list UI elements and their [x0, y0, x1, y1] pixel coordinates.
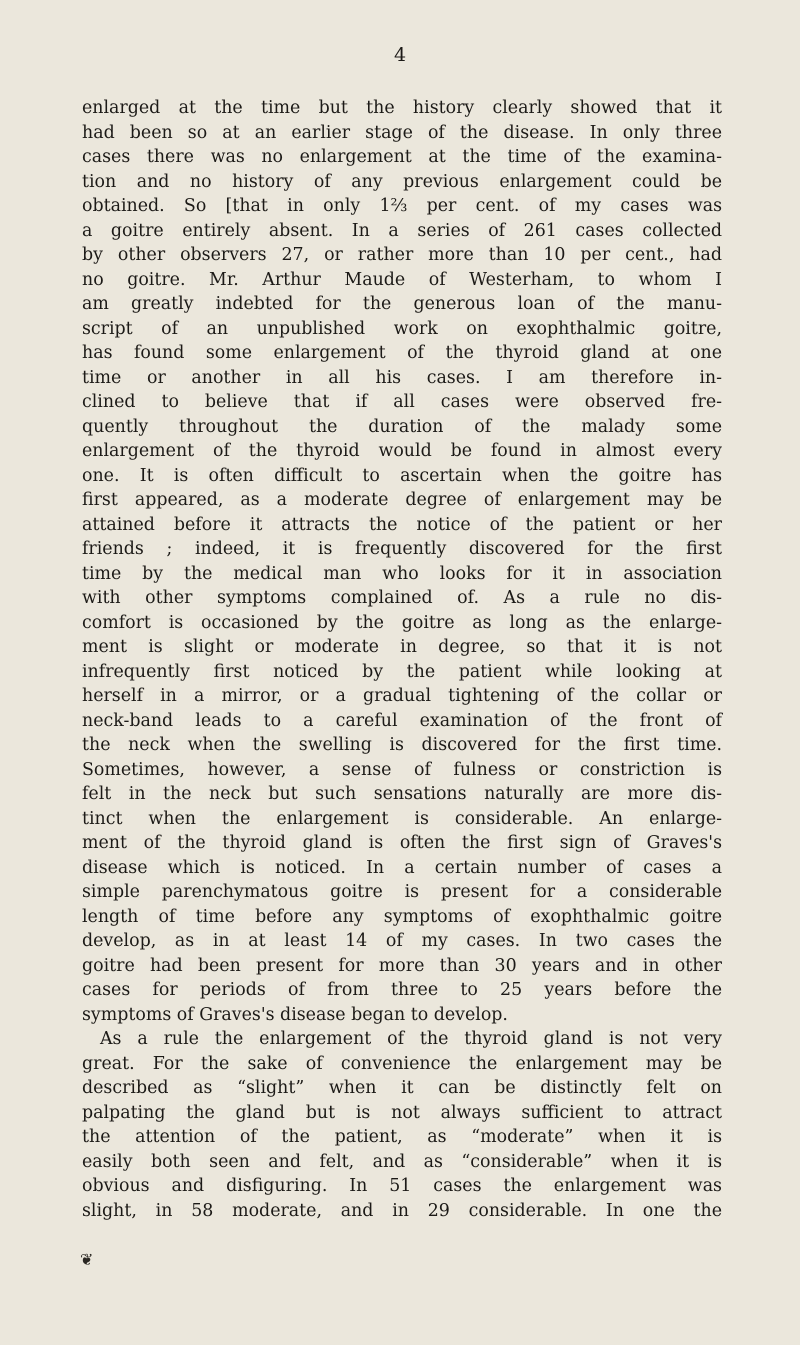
text-line: quently throughout the duration of the malady some: [82, 416, 722, 437]
text-line: palpating the gland but is not always sufficient to attract: [82, 1102, 722, 1123]
body-text: [82, 96, 722, 1223]
text-line: has found some enlargement of the thyroid gland at one: [82, 343, 722, 363]
text-line: felt in the neck but such sensations naturally are more dis-: [82, 784, 722, 804]
text-line: ment of the thyroid gland is often the first sign of Graves's: [82, 833, 722, 853]
text-line: cases there was no enlargement at the time of the examina-: [82, 147, 722, 167]
text-line: goitre had been present for more than 30 years and in other: [82, 955, 722, 976]
text-line: symptoms of Graves's disease began to develop.: [82, 1004, 508, 1025]
text-line: slight, in 58 moderate, and in 29 considerable. In one the: [82, 1200, 722, 1221]
text-line: a goitre entirely absent. In a series of 261 cases collected: [82, 220, 722, 241]
text-line: disease which is noticed. In a certain number of cases a: [82, 857, 722, 878]
text-line: enlarged at the time but the history clearly showed that it: [82, 98, 722, 118]
text-line: simple parenchymatous goitre is present for a considerable: [82, 882, 722, 902]
text-line: enlargement of the thyroid would be found in almost every: [82, 441, 722, 461]
page-number: 4: [393, 44, 407, 66]
text-line: friends ; indeed, it is frequently discovered for the first: [82, 539, 722, 559]
text-line: herself in a mirror, or a gradual tightening of the collar or: [82, 686, 722, 706]
text-line: no goitre. Mr. Arthur Maude of Westerham, to whom I: [82, 269, 722, 290]
text-line: obvious and disfiguring. In 51 cases the enlargement was: [82, 1176, 722, 1196]
text-line: am greatly indebted for the generous loan of the manu-: [82, 294, 722, 314]
text-line: attained before it attracts the notice of the patient or her: [82, 514, 722, 535]
text-line: neck-band leads to a careful examination of the front of: [82, 710, 722, 731]
text-line: clined to believe that if all cases were observed fre-: [82, 392, 722, 412]
text-line: great. For the sake of convenience the enlargement may be: [82, 1053, 722, 1074]
text-line: script of an unpublished work on exophthalmic goitre,: [82, 318, 722, 339]
text-line: the neck when the swelling is discovered for the first time.: [82, 735, 722, 755]
text-line: cases for periods of from three to 25 years before the: [82, 980, 722, 1000]
text-line: had been so at an earlier stage of the disease. In only three: [82, 122, 722, 143]
text-line: Sometimes, however, a sense of fulness or constriction is: [82, 759, 722, 780]
text-line: As a rule the enlargement of the thyroid gland is not very: [100, 1029, 722, 1049]
text-line: one. It is often difficult to ascertain when the goitre has: [82, 465, 722, 486]
text-line: ment is slight or moderate in degree, so that it is not: [82, 637, 722, 657]
text-line: time by the medical man who looks for it in association: [82, 563, 722, 584]
text-line: first appeared, as a moderate degree of enlargement may be: [82, 490, 722, 510]
text-line: by other observers 27, or rather more than 10 per cent., had: [82, 245, 722, 265]
text-line: described as “slight” when it can be distinctly felt on: [82, 1078, 722, 1098]
text-line: tion and no history of any previous enlargement could be: [82, 171, 722, 192]
text-line: infrequently first noticed by the patient while looking at: [82, 661, 722, 682]
fleuron-ornament-icon: ❦: [80, 1250, 94, 1269]
text-line: obtained. So [that in only 1⅔ per cent. of my cases was: [82, 196, 722, 216]
text-line: easily both seen and felt, and as “considerable” when it is: [82, 1151, 722, 1172]
text-line: develop, as in at least 14 of my cases. In two cases the: [82, 931, 722, 951]
text-line: with other symptoms complained of. As a rule no dis-: [82, 588, 722, 608]
text-line: the attention of the patient, as “moderate” when it is: [82, 1127, 722, 1147]
text-line: tinct when the enlargement is considerable. An enlarge-: [82, 808, 722, 829]
text-line: comfort is occasioned by the goitre as long as the enlarge-: [82, 612, 722, 633]
text-line: time or another in all his cases. I am therefore in-: [82, 367, 722, 388]
text-line: length of time before any symptoms of exophthalmic goitre: [82, 906, 722, 927]
